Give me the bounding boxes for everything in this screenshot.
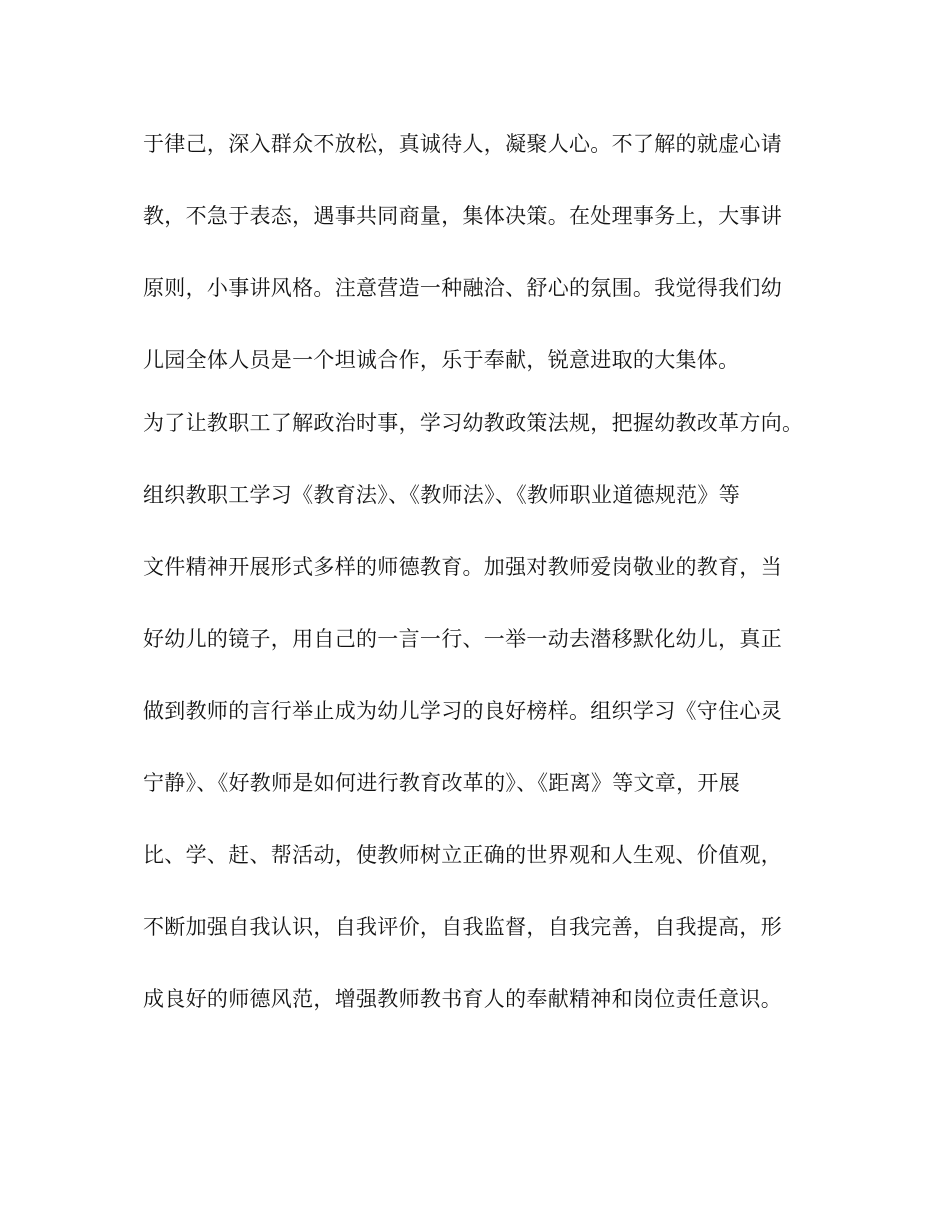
text-line: 宁静》、《好教师是如何进行教育改革的》、《距离》等文章，开展 (143, 771, 740, 795)
text-line: 成良好的师德风范，增强教师教书育人的奉献精神和岗位责任意识。 (143, 987, 782, 1011)
text-line: 好幼儿的镜子，用自己的一言一行、一举一动去潜移默化幼儿，真正 (143, 627, 782, 651)
text-line: 教，不急于表态，遇事共同商量，集体决策。在处理事务上，大事讲 (143, 204, 782, 228)
text-line: 原则，小事讲风格。注意营造一种融洽、舒心的氛围。我觉得我们幼 (143, 276, 782, 300)
text-line: 为了让教职工了解政治时事，学习幼教政策法规，把握幼教改革方向。 (143, 411, 804, 435)
text-line: 做到教师的言行举止成为幼儿学习的良好榜样。组织学习《守住心灵 (143, 699, 782, 723)
text-line: 于律己，深入群众不放松，真诚待人，凝聚人心。不了解的就虚心请 (143, 132, 782, 156)
text-line: 文件精神开展形式多样的师德教育。加强对教师爱岗敬业的教育，当 (143, 555, 782, 579)
text-line: 不断加强自我认识，自我评价，自我监督，自我完善，自我提高，形 (143, 915, 782, 939)
text-line: 儿园全体人员是一个坦诚合作，乐于奉献，锐意进取的大集体。 (143, 348, 740, 372)
text-line: 组织教职工学习《教育法》、《教师法》、《教师职业道德规范》等 (143, 483, 740, 507)
text-line: 比、学、赶、帮活动，使教师树立正确的世界观和人生观、价值观， (143, 843, 782, 867)
